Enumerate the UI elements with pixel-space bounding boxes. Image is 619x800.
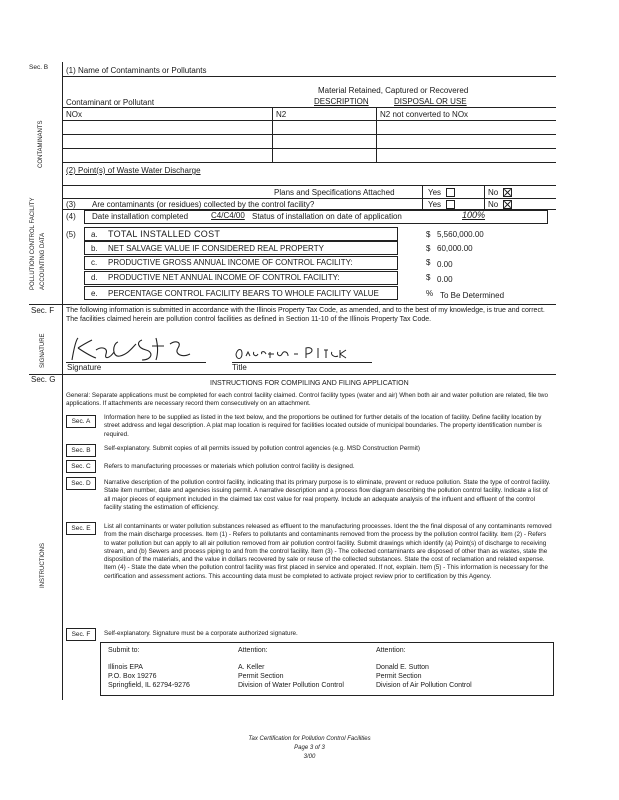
item3-text: Are contaminants (or residues) collected by the control facility?	[92, 200, 315, 209]
plans-label: Plans and Specifications Attached	[274, 188, 395, 197]
instr-sec-a-label: Sec. A	[66, 415, 96, 428]
item5d-value[interactable]: 0.00	[437, 275, 453, 284]
item5a-letter: a.	[91, 230, 98, 239]
addr3-line2: Permit Section	[376, 673, 422, 680]
col-material-header: Material Retained, Captured or Recovered	[318, 86, 469, 95]
plans-no-checkbox[interactable]	[503, 188, 512, 197]
sec-f-left-rule	[62, 304, 63, 374]
general-text: General: Separate applications must be completed for each control facility claimed. Control facility types (water and air) When both air and water pollution are related, file two applications. If attachments are necessary record them consecutively on an attachment.	[66, 392, 548, 408]
sec-g-left-rule	[62, 374, 63, 700]
plans-rule	[62, 198, 556, 199]
signature-mark	[66, 334, 206, 364]
item3-yes-label: Yes	[428, 200, 442, 209]
sec-f-label: Sec. F	[31, 306, 55, 315]
item3-yes-checkbox[interactable]	[446, 200, 455, 209]
sec-b-top-rule	[62, 76, 556, 77]
item5e-label: PERCENTAGE CONTROL FACILITY BEARS TO WHOLE FACILITY VALUE	[108, 289, 379, 298]
sec-f-side-label: SIGNATURE	[40, 333, 46, 368]
item4-status[interactable]: 100%	[462, 210, 486, 220]
title-handwriting	[232, 344, 352, 364]
item4-text-a: Date installation completed	[92, 212, 189, 221]
instr-sec-d-text: Narrative description of the pollution control facility, indicating that its primary purpose is to eliminate, prevent or reduce pollution. State the type of control facility. State item number, date and agencies issuing permit. A narrative description and a process flow diagram describing the pollution control facility. Indicate a list of all major pieces of equipment included in the claimed tax cost value for real property. Include an adequate analysis of the influent and effluent of the control facility stating the estimation of efficiency.	[104, 479, 551, 511]
col-description-header: DESCRIPTION	[314, 97, 369, 106]
instr-sec-f-text: Self-explanatory. Signature must be a corporate authorized signature.	[104, 630, 298, 637]
plans-divider-2	[484, 185, 485, 209]
table-row-rule-3	[62, 148, 556, 149]
addr1-line1: Illinois EPA	[108, 664, 143, 671]
addr2-line1: A. Keller	[238, 664, 265, 671]
item5c-letter: c.	[91, 258, 98, 267]
plans-yes-checkbox[interactable]	[446, 188, 455, 197]
footer-line2: Page 3 of 3	[294, 745, 325, 751]
item5a-value[interactable]: 5,560,000.00	[437, 230, 484, 239]
instr-sec-a-text: Information here to be supplied as listed in the text below, and the proportions be outlined for further details of the location of facility. Define facility location by street address and legal description. A plat map location is required for facilities located outside of municipal boundaries. The property identification number is required.	[104, 414, 542, 438]
instr-sec-f-label: Sec. F	[66, 628, 96, 641]
attention1-label: Attention:	[238, 647, 268, 654]
col-contaminant-header: Contaminant or Pollutant	[66, 98, 155, 107]
item4-number: (4)	[66, 212, 76, 221]
instr-sec-b-label: Sec. B	[66, 444, 96, 457]
addr3-line1: Donald E. Sutton	[376, 664, 429, 671]
instr-sec-e-text: List all contaminants or water pollution substances released as effluent to the manufacturing processes. Ident the the final disposal of any contaminants removed from the main discharge processes. Item (1) - Refers to pollutants and contaminants removed from the process by the pollution control facility. Item (2) - Refers to water pollution but can apply to all air pollution removed from air pollution control facility. Submit drawings which identify (a) Point(s) of discharge to receiving stream, and (b) Sewers and process piping to and from the control facility. Item (3) - The collected contaminants are disposed of other than as wastes, state the disposition of the materials, and the value in dollars recovered by sale or reuse of the collected substances. State the cost of reclamation and related expense. Item (4) - State the date when the pollution control facility was first placed in service and operated. If not, explain. Item (5) - This information is necessary for the certification and assessment actions. This accounting data must be completed to activate project review prior to certification by this Agency.	[104, 523, 552, 580]
table-row-rule-4	[62, 162, 556, 163]
signature-label: Signature	[67, 363, 102, 372]
item5c-label: PRODUCTIVE GROSS ANNUAL INCOME OF CONTROL FACILITY:	[108, 258, 353, 267]
item5b-value[interactable]: 60,000.00	[437, 244, 473, 253]
item3-number: (3)	[66, 200, 76, 209]
item2-rule	[62, 185, 556, 186]
attention2-label: Attention:	[376, 647, 406, 654]
sec-b-label: Sec. B	[29, 62, 59, 73]
sec-b-bottom-rule	[29, 304, 556, 305]
item4-text-b: Status of installation on date of application	[252, 212, 402, 221]
table-row-rule-2	[62, 134, 556, 135]
table-divider-2	[376, 107, 377, 163]
side-label-accounting: ACCOUNTING DATA	[40, 232, 46, 290]
title-label: Title	[232, 363, 247, 372]
addr2-line3: Division of Water Pollution Control	[238, 682, 344, 689]
item2-title: (2) Point(s) of Waste Water Discharge	[66, 166, 201, 175]
footer-line3: 3/00	[303, 754, 316, 760]
sec-f-bottom-rule	[29, 374, 556, 375]
col-disposal-header: DISPOSAL OR USE	[394, 97, 467, 106]
addr3-line3: Division of Air Pollution Control	[376, 682, 472, 689]
addr1-line3: Springfield, IL 62794-9276	[108, 682, 190, 689]
item4-date[interactable]: C4/C4/00	[211, 211, 245, 220]
item5b-dollar: $	[426, 244, 431, 253]
row1-description: N2	[276, 110, 287, 119]
item3-no-checkbox[interactable]	[503, 200, 512, 209]
instr-sec-d-label: Sec. D	[66, 477, 96, 490]
item5e-letter: e.	[91, 289, 98, 298]
plans-no-label: No	[488, 188, 499, 197]
sec-g-heading: INSTRUCTIONS FOR COMPILING AND FILING APPLICATION	[210, 380, 409, 387]
item5b-letter: b.	[91, 244, 98, 253]
table-header-rule	[62, 107, 556, 108]
footer-line1: Tax Certification for Pollution Control Facilities	[248, 736, 371, 742]
row1-contaminant: NOx	[66, 110, 82, 119]
sec-g-side-label: INSTRUCTIONS	[40, 543, 46, 588]
row1-disposal: N2 not converted to NOx	[380, 110, 469, 119]
addr2-line2: Permit Section	[238, 673, 284, 680]
item3-no-label: No	[488, 200, 499, 209]
item5b-label: NET SALVAGE VALUE IF CONSIDERED REAL PROPERTY	[108, 244, 324, 253]
plans-yes-label: Yes	[428, 188, 442, 197]
item5e-percent: %	[426, 289, 434, 298]
instr-sec-c-text: Refers to manufacturing processes or materials which pollution control facility is designed.	[104, 463, 355, 470]
item5d-label: PRODUCTIVE NET ANNUAL INCOME OF CONTROL FACILITY:	[108, 273, 340, 282]
instr-sec-c-label: Sec. C	[66, 460, 96, 473]
sec-b-left-rule	[62, 62, 63, 305]
sec-f-statement: The following information is submitted in accordance with the Illinois Property Tax Code, as amended, and to the best of my knowledge, is true and correct. The facilities claimed herein are pollution control facilities as defined in Section 11-10 of the Illinois Property Tax Code.	[66, 307, 545, 323]
item5a-dollar: $	[426, 230, 431, 239]
side-label-contaminants: CONTAMINANTS	[38, 120, 44, 168]
item5d-letter: d.	[91, 273, 98, 282]
instr-sec-e-label: Sec. E	[66, 522, 96, 535]
item5c-value[interactable]: 0.00	[437, 260, 453, 269]
item5d-dollar: $	[426, 273, 431, 282]
item5e-value[interactable]: To Be Determined	[440, 291, 505, 300]
item5-number: (5)	[66, 230, 76, 239]
side-label-facility: POLLUTION CONTROL FACILITY	[30, 197, 36, 290]
item1-title: (1) Name of Contaminants or Pollutants	[66, 66, 207, 75]
table-row-rule-1	[62, 120, 556, 121]
addr1-line2: P.O. Box 19276	[108, 673, 157, 680]
sec-g-label: Sec. G	[31, 375, 56, 384]
submit-to-label: Submit to:	[108, 647, 140, 654]
instr-sec-b-text: Self-explanatory. Submit copies of all permits issued by pollution control agencies (e.g. MSD Construction Permit)	[104, 445, 420, 452]
item5c-dollar: $	[426, 258, 431, 267]
plans-divider-1	[422, 185, 423, 209]
item5a-label: TOTAL INSTALLED COST	[108, 229, 221, 239]
table-divider-1	[272, 107, 273, 163]
title-line	[232, 362, 372, 363]
